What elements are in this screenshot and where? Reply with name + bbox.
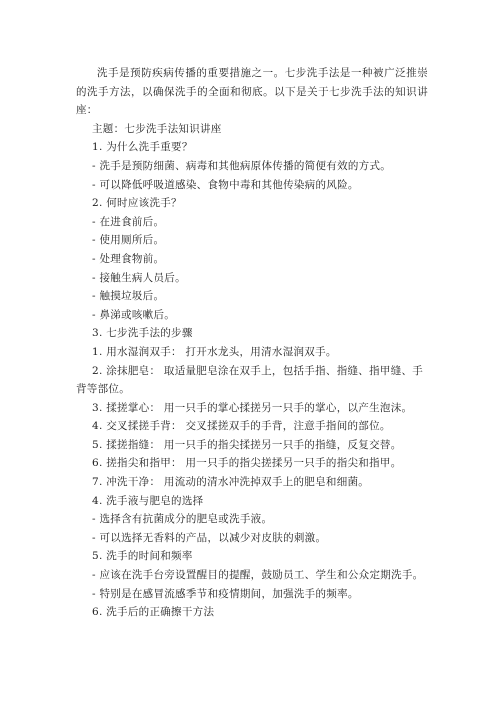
intro-paragraph: 洗手是预防疾病传播的重要措施之一。七步洗手法是一种被广泛推崇的洗手方法，以确保洗手的全面和彻底。以下是关于七步洗手法的知识讲座：: [76, 67, 428, 117]
document-body: [76, 64, 428, 622]
bullet-item: - 接触生病人员后。: [92, 271, 186, 284]
lecture-topic: 主题：七步洗手法知识讲座: [92, 122, 222, 135]
step-item: 3. 揉搓掌心： 用一只手的掌心揉搓另一只手的掌心，以产生泡沫。: [92, 401, 413, 414]
bullet-item: - 处理食物前。: [92, 252, 165, 265]
step-item: 7. 冲洗干净： 用流动的清水冲洗掉双手上的肥皂和细菌。: [92, 476, 370, 489]
step-item: 2. 涂抹肥皂： 取适量肥皂涂在双手上，包括手指、指缝、指甲缝、手背等部位。: [76, 364, 424, 396]
section-heading: 4. 洗手液与肥皂的选择: [92, 494, 204, 507]
bullet-item: - 应该在洗手台旁设置醒目的提醒，鼓励员工、学生和公众定期洗手。: [92, 569, 424, 582]
section-heading: 1. 为什么洗手重要？: [92, 141, 193, 154]
bullet-item: - 可以选择无香料的产品，以减少对皮肤的刺激。: [92, 531, 327, 544]
bullet-item: - 洗手是预防细菌、病毒和其他病原体传播的简便有效的方式。: [92, 159, 392, 172]
section-heading: 5. 洗手的时间和频率: [92, 550, 193, 563]
step-item: 1. 用水湿润双手： 打开水龙头，用清水湿润双手。: [92, 345, 337, 358]
step-item: 5. 揉搓指缝： 用一只手的指尖揉搓另一只手的指缝，反复交替。: [92, 438, 402, 451]
bullet-item: - 鼻涕或咳嗽后。: [92, 308, 176, 321]
section-heading: 6. 洗手后的正确擦干方法: [92, 606, 215, 619]
bullet-item: - 可以降低呼吸道感染、食物中毒和其他传染病的风险。: [92, 178, 359, 191]
bullet-item: - 使用厕所后。: [92, 234, 165, 247]
bullet-item: - 触摸垃圾后。: [92, 290, 165, 303]
bullet-item: - 选择含有抗菌成分的肥皂或洗手液。: [92, 513, 273, 526]
bullet-item: - 特别是在感冒流感季节和疫情期间，加强洗手的频率。: [92, 587, 359, 600]
section-heading: 3. 七步洗手法的步骤: [92, 327, 193, 340]
step-item: 6. 搓指尖和指甲： 用一只手的指尖搓揉另一只手的指尖和指甲。: [92, 457, 402, 470]
section-heading: 2. 何时应该洗手？: [92, 197, 182, 210]
step-item: 4. 交叉揉搓手背： 交叉揉搓双手的手背，注意手指间的部位。: [92, 420, 391, 433]
bullet-item: - 在进食前后。: [92, 215, 165, 228]
